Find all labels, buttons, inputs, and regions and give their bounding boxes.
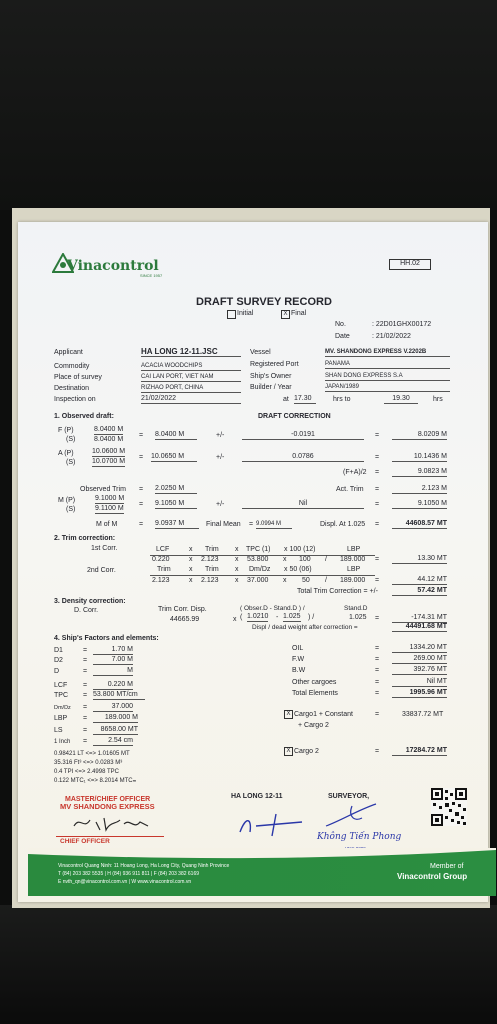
tpc-value: 53.800 MT/cm <box>93 691 145 700</box>
density-corr-label: D. Corr. <box>74 607 99 614</box>
x-sign-8: x <box>189 577 193 584</box>
first-trim: 2.123 <box>201 556 219 563</box>
first-hundred: 100 <box>299 556 311 563</box>
inch-eq: = <box>83 738 88 745</box>
density-corr-value: -174.31 MT <box>392 614 447 623</box>
document-title: DRAFT SURVEY RECORD <box>196 296 332 308</box>
stand-d-value-2: 1.025 <box>349 614 367 621</box>
slash-2: / <box>325 577 327 584</box>
master-stamp-top: MASTER/CHIEF OFFICER <box>65 796 151 803</box>
d2-value: 7.00 M <box>93 656 133 665</box>
master-signature <box>70 812 155 834</box>
fa-label: (F+A)/2 <box>343 469 367 476</box>
oil-label: OIL <box>292 645 304 652</box>
no-label: No. <box>335 321 346 328</box>
a-eq: = <box>139 454 144 461</box>
other-cargoes-label: Other cargoes <box>292 679 337 686</box>
trim-header: Trim <box>205 546 219 553</box>
port-value: PANAMA <box>325 360 450 369</box>
d2-eq: = <box>83 657 88 664</box>
first-result: 13.30 MT <box>392 555 447 564</box>
a-mean: 10.0650 M <box>151 453 197 462</box>
inspection-value: 21/02/2022 <box>141 395 241 404</box>
initial-checkbox <box>227 310 236 319</box>
trim-header-3: Trim <box>205 566 219 573</box>
d2-label: D2 <box>54 657 63 664</box>
cargo2-label: Cargo 2 <box>294 748 319 755</box>
lcf-header: LCF <box>156 546 170 553</box>
minus-sign: - <box>276 614 279 621</box>
x-sign-10: x <box>283 577 287 584</box>
ha-long-label: HA LONG 12-11 <box>231 793 283 800</box>
d-eq: = <box>83 668 88 675</box>
at-label: at <box>283 396 289 403</box>
a-s-label: (S) <box>66 459 76 466</box>
f-eq2: = <box>375 432 380 439</box>
trim-section-title: 2. Trim correction: <box>54 535 116 542</box>
second-fifty: 50 <box>302 577 310 584</box>
second-corr-label: 2nd Corr. <box>87 567 116 574</box>
footer-member-of: Member of <box>430 863 464 870</box>
after-correction-label: Displ / dead weight after correction = <box>252 624 358 631</box>
act-trim-label: Act. Trim <box>336 486 364 493</box>
stand-d-label: Stand.D <box>344 605 368 612</box>
footer-group: Vinacontrol Group <box>397 872 468 881</box>
x-sign-11: x <box>233 616 237 623</box>
surveyor-name: Không Tiến Phong <box>317 832 402 842</box>
m-p-value: 9.1000 M <box>95 495 125 502</box>
a-result: 10.1436 M <box>392 453 447 462</box>
a-corr: 0.0786 <box>242 453 364 462</box>
ls-eq: = <box>83 727 88 734</box>
other-cargoes-value: Nil MT <box>392 678 447 687</box>
surveyor-label: SURVEYOR, <box>328 793 370 800</box>
tpc-header: TPC (1) <box>246 546 271 553</box>
builder-value: JAPAN/1989 <box>325 383 450 392</box>
final-mean-eq: = <box>249 521 254 528</box>
cargo1-checkbox: X <box>284 710 293 719</box>
inch-label: 1 Inch <box>54 739 71 745</box>
chief-officer-stamp: CHIEF OFFICER <box>60 838 110 845</box>
f-mean: 8.0400 M <box>155 431 197 440</box>
date-label: Date <box>335 333 350 340</box>
f-pm: +/- <box>216 432 225 439</box>
second-lbp: 189.000 <box>340 577 366 584</box>
x-sign-7: x <box>235 566 239 573</box>
act-trim-eq: = <box>375 486 380 493</box>
m-eq: = <box>139 501 144 508</box>
density-section-title: 3. Density correction: <box>54 598 126 605</box>
fw-label: F.W <box>292 656 305 663</box>
mofm-eq: = <box>139 521 144 528</box>
ha-long-signature <box>236 810 306 838</box>
first-eq: = <box>375 556 380 563</box>
final-checkbox: X <box>281 310 290 319</box>
lbp-header: LBP <box>347 546 361 553</box>
a-s-value: 10.0700 M <box>92 458 126 465</box>
second-trim-b: 2.123 <box>201 577 219 584</box>
total-trim-label: Total Trim Correction = +/- <box>297 588 378 595</box>
a-p-value: 10.0600 M <box>92 448 126 455</box>
other-eq: = <box>375 679 380 686</box>
x-sign-9: x <box>235 577 239 584</box>
destination-label: Destination <box>54 385 90 392</box>
fa-eq: = <box>375 469 380 476</box>
cargo1-value: 33837.72 MT <box>402 711 444 718</box>
m-s-label: (S) <box>66 506 76 513</box>
observed-trim-value: 2.0250 M <box>155 485 197 494</box>
fw-value: 269.00 MT <box>392 655 447 664</box>
tpc-eq: = <box>83 692 88 699</box>
first-lbp: 189.000 <box>340 556 366 563</box>
after-correction-value: 44491.68 MT <box>392 623 447 632</box>
footer-address-1: Vinacontrol Quang Ninh: 11 Hoang Long, Ha Long City, Quang Ninh Province <box>58 863 230 869</box>
ls-label: LS <box>54 727 63 734</box>
a-p-label: A (P) <box>58 450 74 457</box>
vessel-label: Vessel <box>250 349 271 356</box>
conversion-3: 0.4 TPI <=> 2.4998 TPC <box>54 769 119 775</box>
final-mean-value: 9.0994 M <box>256 520 292 529</box>
trim-corr-disp-label: Trim Corr. Disp. <box>158 606 207 613</box>
slash-1: / <box>325 556 327 563</box>
owner-label: Ship's Owner <box>250 373 292 380</box>
lbp-eq: = <box>83 715 88 722</box>
total-trim-value: 57.42 MT <box>392 587 447 596</box>
obser-stand-label: ( Obser.D - Stand.D ) / <box>240 605 305 612</box>
dmdz-label: Dm/Dz <box>54 705 71 711</box>
observed-trim-eq: = <box>139 486 144 493</box>
footer-curve <box>28 848 496 862</box>
qr-code-icon <box>431 788 467 826</box>
lcf-label: LCF <box>54 682 68 689</box>
footer-address-2: T (84) 203 382 5535 | H (84) 936 911 811 | F (84) 203 382 6169 <box>58 871 200 877</box>
destination-value: RIZHAO PORT, CHINA <box>141 384 241 393</box>
f-p-label: F (P) <box>58 427 74 434</box>
trim-corr-disp-value: 44665.99 <box>170 616 200 623</box>
lcf-eq: = <box>83 682 88 689</box>
second-eq: = <box>375 577 380 584</box>
conversion-2: 35.316 Ft³ <=> 0.0283 M³ <box>54 760 123 766</box>
f-eq: = <box>139 432 144 439</box>
builder-label: Builder / Year <box>250 384 292 391</box>
background-top <box>0 0 497 210</box>
at-time: 17.30 <box>294 395 316 404</box>
x-sign-1: x <box>189 546 193 553</box>
m-corr: Nil <box>242 500 364 509</box>
second-trim: 2.123 <box>152 577 170 584</box>
factors-section-title: 4. Ship's Factors and elements: <box>54 635 159 642</box>
oil-eq: = <box>375 645 380 652</box>
observed-section-title: 1. Observed draft: <box>54 413 114 420</box>
d-label: D <box>54 668 60 675</box>
dmdz-eq: = <box>83 704 88 711</box>
a-eq2: = <box>375 454 380 461</box>
surveyor-signature <box>322 800 382 830</box>
a-pm: +/- <box>216 454 225 461</box>
master-stamp-vessel: MV SHANDONG EXPRESS <box>60 802 155 811</box>
vessel-value: MV. SHANDONG EXPRESS V.2202B <box>325 348 450 357</box>
m-s-value: 9.1100 M <box>95 505 124 512</box>
f-s-value: 8.0400 M <box>94 436 124 443</box>
second-fraction-line <box>150 575 375 576</box>
x50-header: x 50 (06) <box>284 566 312 573</box>
total-elements-label: Total Elements <box>292 690 338 697</box>
x-sign-4: x <box>235 556 239 563</box>
fw-eq: = <box>375 656 380 663</box>
applicant-value: HA LONG 12-11.JSC <box>141 347 241 357</box>
m-result: 9.1050 M <box>392 500 447 509</box>
place-label: Place of survey <box>54 374 102 381</box>
no-value: : 22D01GHX00172 <box>372 321 432 328</box>
applicant-label: Applicant <box>54 349 83 356</box>
conversion-1: 0.98421 LT <=> 1.01605 MT <box>54 751 130 757</box>
bw-value: 392.76 MT <box>392 666 447 675</box>
f-result: 8.0209 M <box>392 431 447 440</box>
f-p-value: 8.0400 M <box>94 426 124 433</box>
chief-officer-line <box>56 836 164 837</box>
lcf-value: 0.220 M <box>93 681 133 690</box>
x-sign-6: x <box>189 566 193 573</box>
m-pm: +/- <box>216 501 225 508</box>
tpc-label: TPC <box>54 692 68 699</box>
cargo2-checkbox: X <box>284 747 293 756</box>
end-time: 19.30 <box>384 395 418 404</box>
ls-value: 8658.00 MT <box>93 726 138 735</box>
lbp-header-2: LBP <box>347 566 361 573</box>
cargo1-eq: = <box>375 711 380 718</box>
plus-cargo2-label: + Cargo 2 <box>298 722 329 729</box>
brand-since: SINCE 1957 <box>140 273 163 278</box>
first-lcf: 0.220 <box>152 556 170 563</box>
commodity-value: ACACIA WOODCHIPS <box>141 362 241 371</box>
second-result: 44.12 MT <box>392 576 447 585</box>
first-tpc: 53.800 <box>247 556 269 563</box>
brand-name: Vinacontrol <box>67 258 159 274</box>
x-sign-2: x <box>235 546 239 553</box>
cargo1-label: Cargo1 + Constant <box>294 711 353 718</box>
observed-trim-label: Observed Trim <box>80 486 126 493</box>
act-trim-value: 2.123 M <box>392 485 447 494</box>
hrs-label: hrs <box>433 396 443 403</box>
trim-header-2: Trim <box>157 566 171 573</box>
inspection-label: Inspection on <box>54 396 96 403</box>
fa-result: 9.0823 M <box>392 468 447 477</box>
oil-value: 1334.20 MT <box>392 644 447 653</box>
lbp-value: 189.000 M <box>93 714 138 723</box>
final-mean-label: Final Mean <box>206 521 241 528</box>
form-code: HH.02 <box>389 259 431 270</box>
close-paren: ) / <box>308 614 315 621</box>
d-value: M <box>93 667 133 676</box>
total-elements-value: 1995.96 MT <box>392 689 447 698</box>
commodity-label: Commodity <box>54 363 90 370</box>
d1-value: 1.70 M <box>93 646 133 655</box>
m-eq2: = <box>375 501 380 508</box>
f-corr: -0.0191 <box>242 431 364 440</box>
x-sign-5: x <box>283 556 287 563</box>
dmdz-header: Dm/Dz <box>249 566 271 573</box>
d1-eq: = <box>83 647 88 654</box>
dmdz-value: 37.000 <box>93 703 133 712</box>
draft-correction-header: DRAFT CORRECTION <box>258 413 331 420</box>
first-corr-label: 1st Corr. <box>91 545 118 552</box>
m-p-label: M (P) <box>58 497 76 504</box>
displ-label: Displ. At 1.025 <box>320 521 366 528</box>
cargo2-value: 17284.72 MT <box>392 747 447 756</box>
final-label: Final <box>291 310 307 317</box>
x-sign-3: x <box>189 556 193 563</box>
mofm-label: M of M <box>96 521 118 528</box>
port-label: Registered Port <box>250 361 299 368</box>
displ-eq: = <box>375 521 380 528</box>
hrs-to-label: hrs to <box>333 396 351 403</box>
initial-label: Initial <box>237 310 254 317</box>
footer-address-3: E nvth_qn@vinacontrol.com.vn | W www.vinacontrol.com.vn <box>58 879 192 885</box>
m-mean: 9.1050 M <box>155 500 197 509</box>
second-dmdz: 37.000 <box>247 577 269 584</box>
cargo2-eq: = <box>375 748 380 755</box>
inch-value: 2.54 cm <box>93 737 133 746</box>
bw-eq: = <box>375 667 380 674</box>
obser-d-value: 1.0210 <box>247 613 269 620</box>
x100-header: x 100 (12) <box>284 546 316 553</box>
d1-label: D1 <box>54 647 63 654</box>
density-eq: = <box>375 615 380 622</box>
displ-value: 44608.57 MT <box>392 520 447 529</box>
conversion-4: 0.122 MTC₁ <=> 8.2014 MTCₘ <box>54 778 137 784</box>
date-value: : 21/02/2022 <box>372 333 411 340</box>
place-value: CAI LAN PORT, VIET NAM <box>141 373 241 382</box>
owner-value: SHAN DONG EXPRESS S.A <box>325 372 450 381</box>
total-eq: = <box>375 690 380 697</box>
open-paren: ( <box>240 614 243 621</box>
mofm-value: 9.0937 M <box>155 520 199 529</box>
bw-label: B.W <box>292 667 306 674</box>
stand-d-value: 1.025 <box>283 613 301 620</box>
background-bottom <box>0 905 497 1024</box>
f-s-label: (S) <box>66 436 76 443</box>
lbp-label: LBP <box>54 715 68 722</box>
